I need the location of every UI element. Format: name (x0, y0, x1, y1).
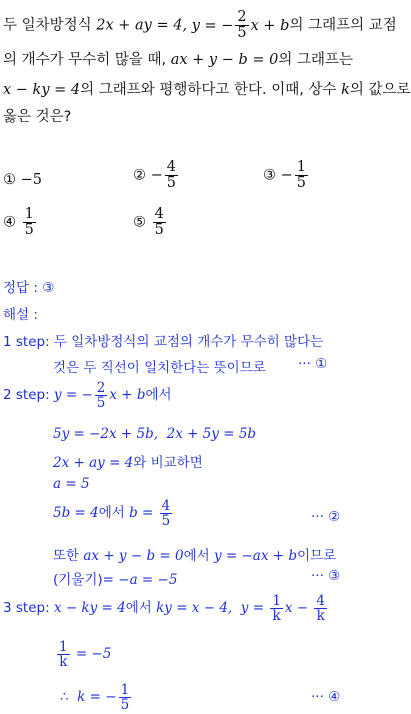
step3-line3: ∴ k = − $\frac{1}{5}$ (60, 682, 130, 714)
answer-line (3, 276, 54, 296)
choice-mark: ② (133, 167, 146, 184)
step-label: 1 step: (3, 334, 54, 350)
question-text: 옳은 것은? (3, 109, 72, 125)
question-line-1 (3, 10, 397, 41)
fraction: $\frac{1}{5}$ (296, 159, 306, 192)
step2-line1: 2 step: y = − $\frac{2}{5}$ x + b에서 (3, 380, 172, 412)
equation-2: y = − $\frac{2}{5}$ x + b (191, 9, 290, 42)
constant-k: k (341, 82, 350, 98)
answer-value: ③ (42, 280, 55, 296)
ref-3: ··· ③ (311, 568, 341, 584)
ref-4: ··· ④ (311, 689, 341, 705)
ref-1: ··· ① (298, 356, 328, 372)
choice-2[interactable]: ② − $\frac{4}{5}$ (133, 159, 176, 192)
equation-4: x − ky = 4 (3, 82, 81, 98)
choice-5[interactable] (133, 207, 168, 238)
fraction: $\frac{4}{5}$ (166, 159, 176, 192)
answer-label: 정답 : (3, 280, 43, 296)
step2-line7: (기울기)= −a = −5 (53, 572, 178, 588)
explanation-label: 해설 : (3, 307, 38, 323)
step2-line4: a = 5 (53, 476, 90, 492)
choice-mark: ③ (263, 167, 276, 184)
question-text: 의 그래프는 (278, 52, 354, 68)
ref-2: ··· ② (311, 509, 341, 525)
question-line-4 (3, 105, 71, 126)
question-text: 의 개수가 무수히 많을 때, (3, 52, 171, 68)
question-line-3 (3, 78, 411, 99)
question-text: 두 일차방정식 (3, 17, 97, 34)
step1-line2: 것은 두 직선이 일치한다는 뜻이므로 (53, 360, 266, 376)
question-text: 의 그래프와 평행하다고 한다. 이때, 상수 (80, 82, 342, 98)
step2-line3: 2x + ay = 4와 비교하면 (53, 455, 203, 471)
step-label: 2 step: (3, 387, 54, 404)
step3-line1: 3 step: x − ky = 4에서 ky = x − 4, y = $\frac{1}{k}$ x − $\frac{4}{k}$ (3, 593, 326, 625)
question-line-2 (3, 48, 353, 69)
choice-mark: ⑤ (133, 214, 146, 231)
step3-line2: $\frac{1}{k}$ = −5 (59, 639, 112, 671)
choice-4[interactable] (3, 207, 38, 238)
choice-mark: ④ (3, 214, 16, 231)
step2-line5: 5b = 4에서 b = $\frac{4}{5}$ (53, 498, 171, 530)
step2-line6: 또한 ax + y − b = 0에서 y = −ax + b이므로 (53, 548, 337, 564)
fraction: $\frac{1}{5}$ (24, 206, 34, 239)
fraction: $\frac{4}{5}$ (154, 206, 164, 239)
choice-mark: ① (3, 172, 16, 188)
equation-1: 2x + ay = 4, (96, 17, 188, 34)
step2-line2: 5y = −2x + 5b, 2x + 5y = 5b (53, 426, 257, 442)
question-text: 의 그래프의 교점 (289, 17, 397, 34)
equation-3: ax + y − b = 0 (170, 52, 279, 68)
choice-3[interactable]: ③ − $\frac{1}{5}$ (263, 159, 306, 192)
step-label: 3 step: (3, 600, 54, 617)
choice-1[interactable]: ① −5 (3, 172, 42, 188)
step1-line1: 1 step: 두 일차방정식의 교점의 개수가 무수히 많다는 (3, 334, 324, 350)
question-text: 의 값으로 (349, 82, 411, 98)
